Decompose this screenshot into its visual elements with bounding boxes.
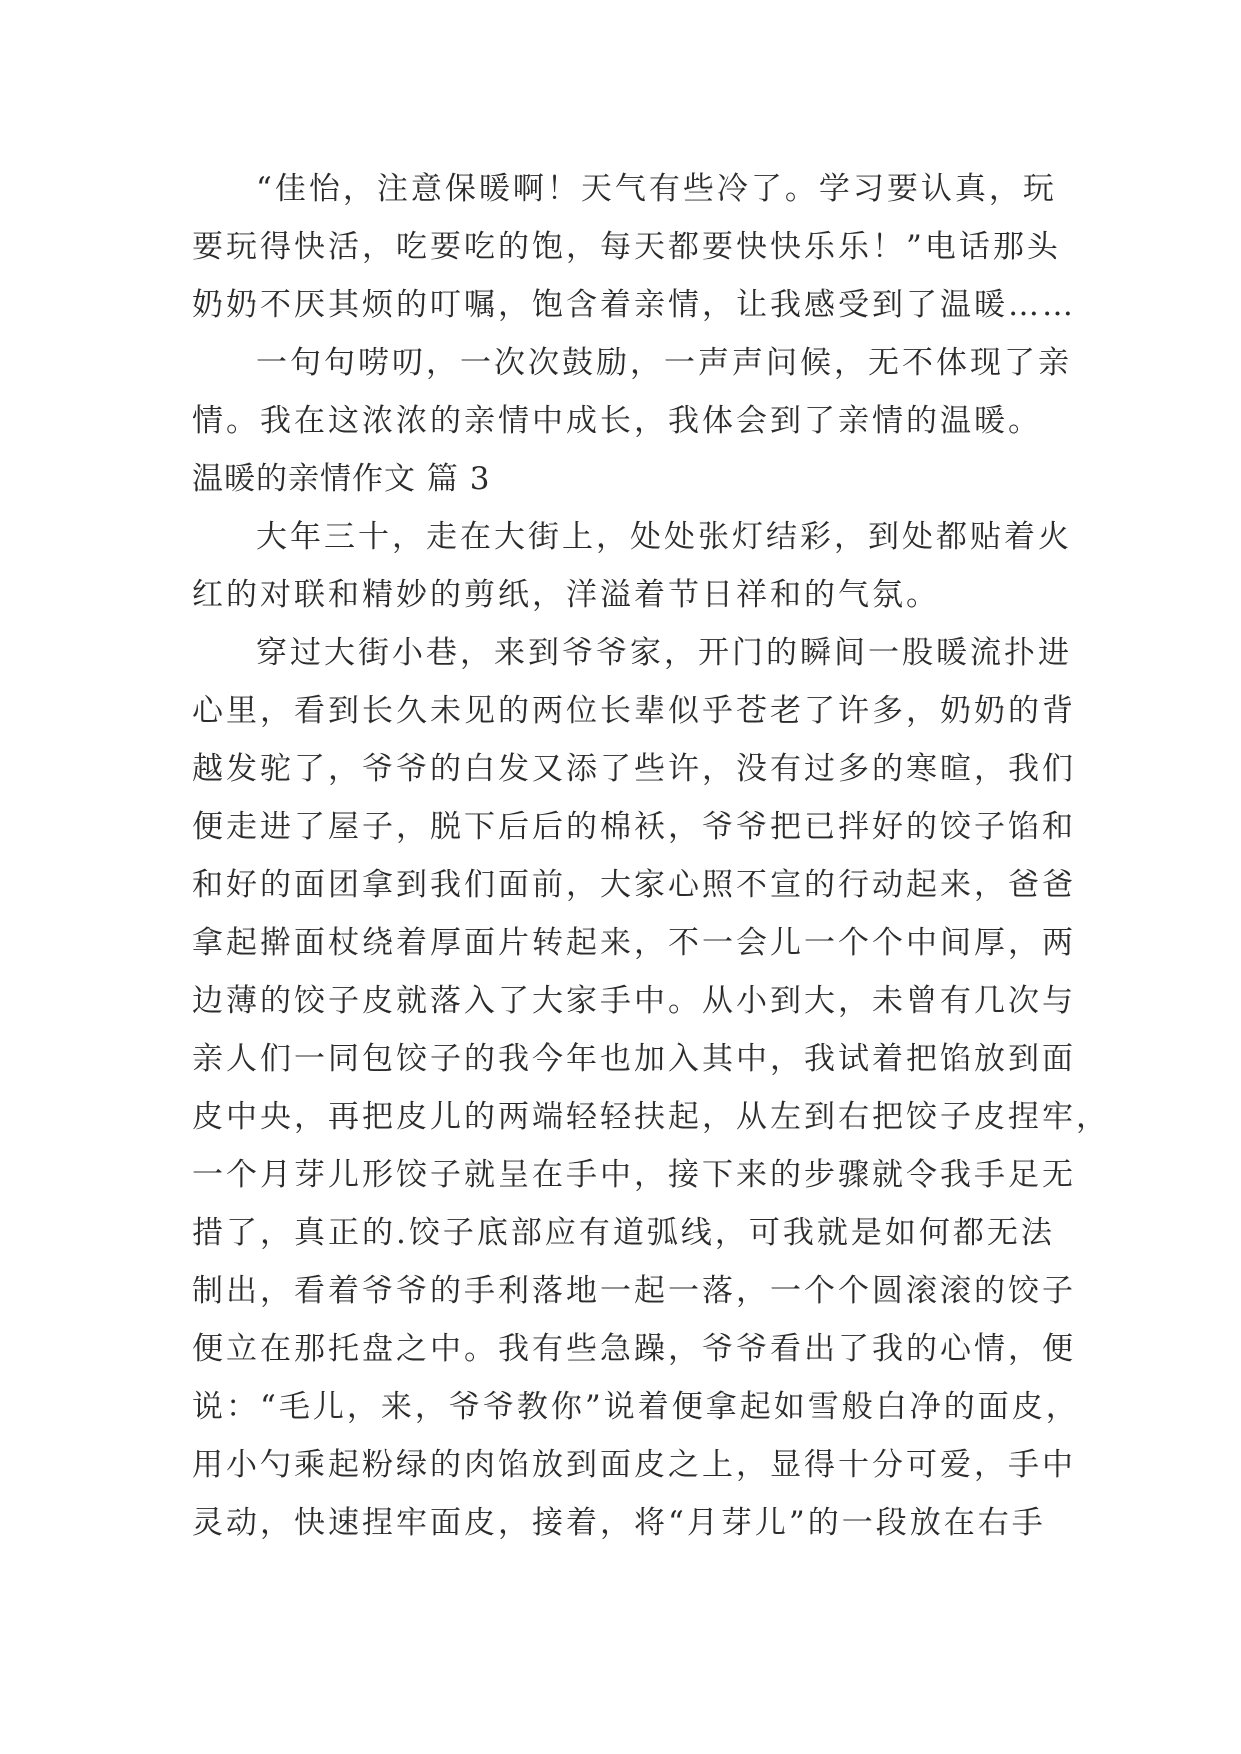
paragraph-2-line-1: 一句句唠叨，一次次鼓励，一声声问候，无不体现了亲 <box>256 345 1072 381</box>
paragraph-4-line-15: 用小勺乘起粉绿的肉馅放到面皮之上，显得十分可爱，手中 <box>192 1447 1076 1483</box>
paragraph-4-line-2: 心里，看到长久未见的两位长辈似乎苍老了许多，奶奶的背 <box>192 693 1076 729</box>
essay-body <box>192 160 1110 1552</box>
paragraph-4-line-1: 穿过大街小巷，来到爷爷家，开门的瞬间一股暖流扑进 <box>256 635 1072 671</box>
paragraph-4-line-12: 制出，看着爷爷的手利落地一起一落，一个个圆滚滚的饺子 <box>192 1273 1076 1309</box>
paragraph-3-line-2: 红的对联和精妙的剪纸，洋溢着节日祥和的气氛。 <box>192 577 940 613</box>
paragraph-1-line-1: “佳怡，注意保暖啊！天气有些冷了。学习要认真，玩 <box>256 171 1057 207</box>
paragraph-4-line-9: 皮中央，再把皮儿的两端轻轻扶起，从左到右把饺子皮捏牢， <box>192 1099 1110 1135</box>
paragraph-4-line-3: 越发驼了，爷爷的白发又添了些许，没有过多的寒暄，我们 <box>192 751 1076 787</box>
paragraph-4-line-5: 和好的面团拿到我们面前，大家心照不宣的行动起来，爸爸 <box>192 867 1076 903</box>
paragraph-4-line-14: 说：“毛儿，来，爷爷教你”说着便拿起如雪般白净的面皮， <box>192 1389 1080 1425</box>
paragraph-2-line-2: 情。我在这浓浓的亲情中成长，我体会到了亲情的温暖。 <box>192 403 1042 439</box>
paragraph-1-line-3: 奶奶不厌其烦的叮嘱，饱含着亲情，让我感受到了温暖…… <box>192 287 1076 323</box>
paragraph-4-line-10: 一个月芽儿形饺子就呈在手中，接下来的步骤就令我手足无 <box>192 1157 1076 1193</box>
paragraph-4-line-6: 拿起擀面杖绕着厚面片转起来，不一会儿一个个中间厚，两 <box>192 925 1076 961</box>
paragraph-3-line-1: 大年三十，走在大街上，处处张灯结彩，到处都贴着火 <box>256 519 1072 555</box>
paragraph-4-line-11: 措了，真正的.饺子底部应有道弧线，可我就是如何都无法 <box>192 1215 1055 1251</box>
section-heading: 温暖的亲情作文 篇 3 <box>192 461 491 497</box>
paragraph-4-line-16: 灵动，快速捏牢面皮，接着，将“月芽儿”的一段放在右手 <box>192 1505 1046 1541</box>
paragraph-1-line-2: 要玩得快活，吃要吃的饱，每天都要快快乐乐！”电话那头 <box>192 229 1061 265</box>
paragraph-4-line-8: 亲人们一同包饺子的我今年也加入其中，我试着把馅放到面 <box>192 1041 1076 1077</box>
paragraph-4-line-4: 便走进了屋子，脱下后后的棉袄，爷爷把已拌好的饺子馅和 <box>192 809 1076 845</box>
paragraph-4-line-7: 边薄的饺子皮就落入了大家手中。从小到大，未曾有几次与 <box>192 983 1076 1019</box>
paragraph-4-line-13: 便立在那托盘之中。我有些急躁，爷爷看出了我的心情，便 <box>192 1331 1076 1367</box>
